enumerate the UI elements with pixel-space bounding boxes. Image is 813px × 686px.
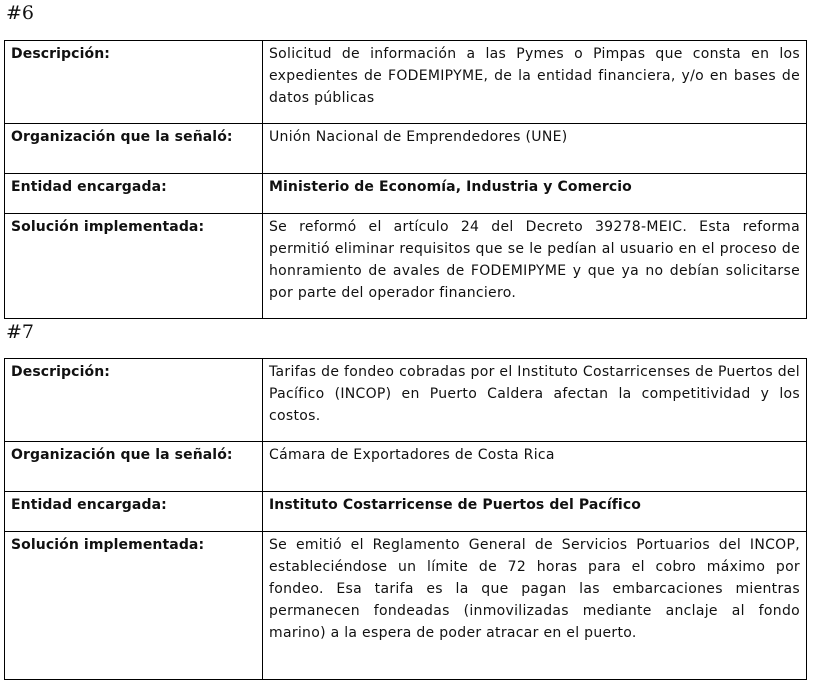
- responsible-entity-value: Instituto Costarricense de Puertos del Pacífico: [263, 492, 807, 532]
- record-table: [4, 358, 807, 680]
- description-label: Descripción:: [5, 41, 263, 124]
- responsible-entity-label: Entidad encargada:: [5, 492, 263, 532]
- responsible-entity-label: Entidad encargada:: [5, 174, 263, 214]
- record-number-heading: #7: [6, 321, 35, 343]
- solution-value: Se reformó el artículo 24 del Decreto 39278-MEIC. Esta reforma permitió eliminar requisitos que se le pedían al usuario en el proceso de honramiento de avales de FODEMIPYME y que ya no debían solicitarse por parte del operador financiero.: [263, 214, 807, 319]
- organization-row: [5, 124, 807, 174]
- organization-label: Organización que la señaló:: [5, 442, 263, 492]
- solution-row: [5, 532, 807, 680]
- solution-label: Solución implementada:: [5, 214, 263, 319]
- description-label: Descripción:: [5, 359, 263, 442]
- record-number-heading: #6: [6, 2, 35, 24]
- description-row: [5, 359, 807, 442]
- solution-row: [5, 214, 807, 319]
- organization-value: Unión Nacional de Emprendedores (UNE): [263, 124, 807, 174]
- description-value: Solicitud de información a las Pymes o Pimpas que consta en los expedientes de FODEMIPYME, de la entidad financiera, y/o en bases de datos públicas: [263, 41, 807, 124]
- responsible-entity-row: [5, 174, 807, 214]
- responsible-entity-value: Ministerio de Economía, Industria y Comercio: [263, 174, 807, 214]
- description-value: Tarifas de fondeo cobradas por el Instituto Costarricenses de Puertos del Pacífico (INCOP) en Puerto Caldera afectan la competitividad y los costos.: [263, 359, 807, 442]
- organization-label: Organización que la señaló:: [5, 124, 263, 174]
- responsible-entity-row: [5, 492, 807, 532]
- solution-value: Se emitió el Reglamento General de Servicios Portuarios del INCOP, estableciéndose un límite de 72 horas para el cobro máximo por fondeo. Esa tarifa es la que pagan las embarcaciones mientras permanecen fondeadas (inmovilizadas mediante anclaje al fondo marino) a la espera de poder atracar en el puerto.: [263, 532, 807, 680]
- solution-label: Solución implementada:: [5, 532, 263, 680]
- organization-row: [5, 442, 807, 492]
- organization-value: Cámara de Exportadores de Costa Rica: [263, 442, 807, 492]
- description-row: [5, 41, 807, 124]
- record-table: [4, 40, 807, 319]
